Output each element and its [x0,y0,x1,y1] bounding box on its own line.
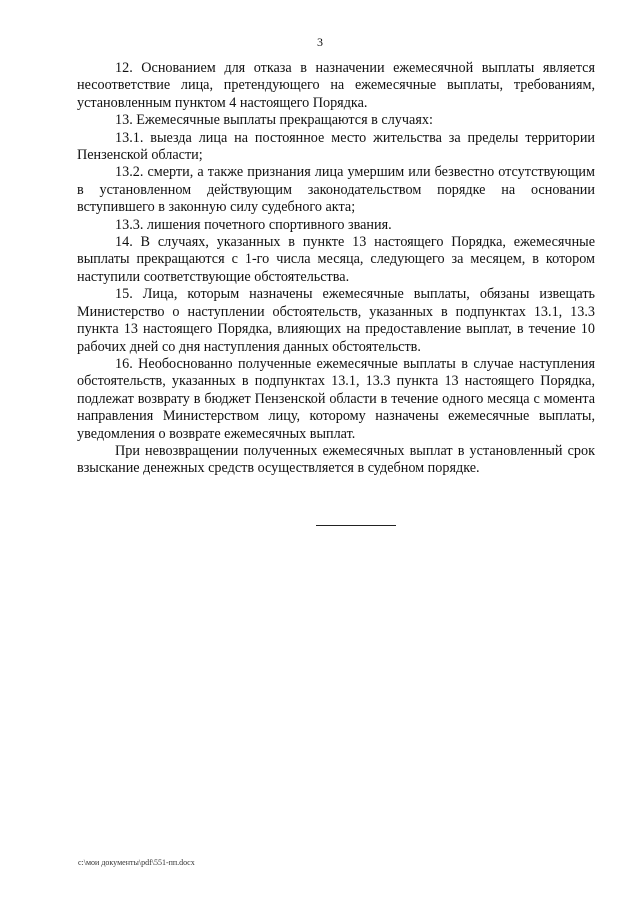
paragraph-16-collection: При невозвращении полученных ежемесячных выплат в установленный срок взыскание денежных средств осуществляется в судебном порядке. [77,442,595,477]
paragraph-15: 15. Лица, которым назначены ежемесячные выплаты, обязаны извещать Министерство о наступлении обстоятельств, указанных в подпунктах 13.1, 13.3 пункта 13 настоящего Порядка, влияющих на предоставление выплат, в течение 10 рабочих дней со дня наступления данных обстоятельств. [77,286,595,355]
paragraph-14: 14. В случаях, указанных в пункте 13 настоящего Порядка, ежемесячные выплаты прекращаются с 1-го числа месяца, следующего за месяцем, в котором наступили соответствующие обстоятельства. [77,234,595,285]
paragraph-13-2: 13.2. смерти, а также признания лица умершим или безвестно отсутствующим в установленном действующим законодательством порядке на основании вступившего в законную силу судебного акта; [77,164,595,216]
paragraph-16: 16. Необоснованно полученные ежемесячные выплаты в случае наступления обстоятельств, указанных в подпунктах 13.1, 13.3 пункта 13 настоящего Порядка, подлежат возврату в бюджет Пензенской области в течение одного месяца с момента направления Министерством лицу, которому назначены ежемесячные выплаты, уведомления о возврате ежемесячных выплат. [77,355,595,442]
paragraph-12: 12. Основанием для отказа в назначении ежемесячной выплаты является несоответствие лица, претендующего на ежемесячные выплаты, требованиям, установленным пунктом 4 настоящего Порядка. [77,60,595,111]
document-body [77,60,595,478]
paragraph-13-1: 13.1. выезда лица на постоянное место жительства за пределы территории Пензенской области; [77,129,595,164]
paragraph-13: 13. Ежемесячные выплаты прекращаются в случаях: [115,112,433,129]
paragraph-13-3: 13.3. лишения почетного спортивного звания. [115,216,392,233]
footer-file-path: c:\мои документы\pdf\551-пп.docx [78,858,195,867]
page-number: 3 [317,35,323,49]
end-separator-line [316,525,396,526]
